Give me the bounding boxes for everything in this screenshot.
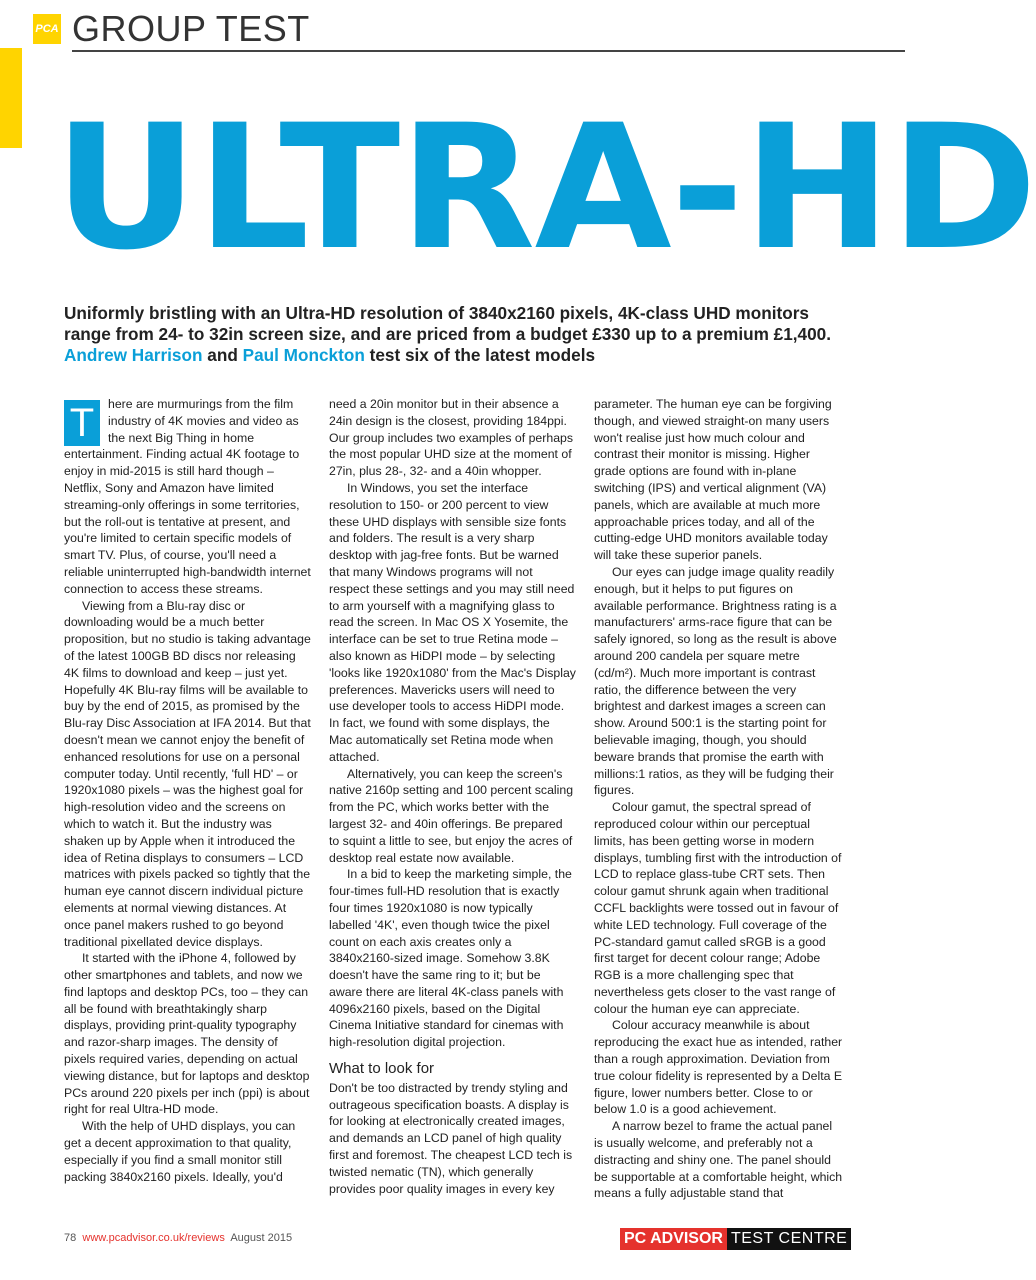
paragraph: Colour accuracy meanwhile is about reproducing the exact hue as intended, rather than a rough approximation. Deviation from true colour fidelity is represented by a Delta E figure, lower numbers better. Close to or below 1.0 is a good achievement. (594, 1018, 843, 1117)
issue-date: August 2015 (230, 1232, 293, 1244)
section-title: GROUP TEST (72, 8, 310, 49)
badge-brand: PC ADVISOR (620, 1228, 727, 1250)
paragraph: Alternatively, you can keep the screen's native 2160p setting and 100 percent scaling from the PC, which works better with the largest 32- and 40in offerings. Be prepared to squint a little to see, but enjoy the acres of desktop real estate now available. (329, 766, 574, 865)
header-rule (72, 50, 905, 52)
paragraph: need a 20in monitor but in their absence a 24in design is the closest, providing 184ppi. Our group includes two examples of perhaps the most popular UHD size at the moment of 27in, plus 28-, 32- and a 40in whopper. (329, 397, 574, 479)
author-1: Andrew Harrison (64, 345, 203, 365)
yellow-edge-tab (0, 48, 22, 148)
pca-logo (33, 14, 61, 44)
paragraph: Our eyes can judge image quality readily enough, but it helps to put figures on available performance. Brightness rating is a manufacturers' arms-race figure that can be safely ignored, so long as the result is above around 200 candela per square metre (cd/m²). Much more important is contrast ratio, the difference between the very brightest and darkest images a screen can show. Around 500:1 is the starting point for believable imaging, though, you should beware brands that promise the earth with millions:1 ratios, as they will be fudging their figures. (594, 564, 837, 798)
paragraph: In Windows, you set the interface resolution to 150- or 200 percent to view these UHD displays with sensible size fonts and folders. The result is a very sharp desktop with jag-free fonts. But be warned that many Windows programs will not respect these settings and you may still need to arm yourself with a magnifying glass to read the screen. In Mac OS X Yosemite, the interface can be set to true Retina mode – also known as HiDPI mode – by selecting 'looks like 1920x1080' from the Mac's Display preferences. Mavericks users will need to use developer tools to access HiDPI mode. In fact, we found with some displays, the Mac automatically set Retina mode when attached. (329, 480, 576, 764)
paragraph: In a bid to keep the marketing simple, the four-times full-HD resolution that is exactly four times 1920x1080 is now typically labelled '4K', even though twice the pixel count on each axis creates only a 3840x2160-sized image. Somehow 3.8K doesn't have the same ring to it; but be aware there are literal 4K-class panels with 4096x2160 pixels, based on the Digital Cinema Initiative standard for cinemas with high-resolution digital projection. (329, 867, 572, 1050)
badge-label: TEST CENTRE (727, 1228, 851, 1250)
paragraph: Colour gamut, the spectral spread of reproduced colour within our perceptual limits, has been getting worse in modern displays, tumbling first with the introduction of LCD to replace glass-tube CRT sets. Then colour gamut shrunk again when traditional CCFL backlights were tossed out in favour of white LED technology. Full coverage of the PC-standard gamut called sRGB is a good first target for decent colour range; Adobe RGB is a more challenging spec that nevertheless gets closer to the vast range of colour the human eye can appreciate. (594, 800, 842, 1016)
paragraph: Don't be too distracted by trendy styling and outrageous specification boasts. A display is for looking at electronically created images, and demands an LCD panel of high quality first and foremost. The cheapest LCD tech is twisted nematic (TN), which generally provides poor quality images in every key (329, 1080, 573, 1196)
footer-url[interactable]: www.pcadvisor.co.uk/reviews (82, 1232, 225, 1244)
standfirst-tail: test six of the latest models (369, 345, 596, 365)
body-column-3 (594, 396, 844, 1202)
standfirst (64, 303, 844, 366)
paragraph-text: here are murmurings from the film industry of 4K movies and video as the next Big Thing in home entertainment. Finding actual 4K footage to enjoy in mid-2015 is still hard though – Netflix, Sony and Amazon have limited streaming-only offerings in some territories, but the roll-out is tentative at present, and you're limited to certain specific models of smart TV. Plus, of course, you'll need a reliable uninterrupted high-bandwidth internet connection to access these streams. (64, 397, 311, 596)
standfirst-text: Uniformly bristling with an Ultra-HD resolution of 3840x2160 pixels, 4K-class UHD monitors range from 24- to 32in screen size, and are priced from a budget £330 up to a premium £1,400. (64, 303, 832, 344)
body-column-1 (64, 396, 311, 1185)
pca-logo-text: PCA (35, 23, 59, 35)
author-2: Paul Monckton (242, 345, 365, 365)
paragraph: Viewing from a Blu-ray disc or downloading would be a much better proposition, but no studio is taking advantage of the latest 100GB BD discs nor releasing 4K films to download and keep – just yet. Hopefully 4K Blu-ray films will be available to buy by the end of 2015, as promised by the Blu-ray Disc Association at IFA 2014. But that doesn't mean we cannot enjoy the benefit of enhanced resolutions for use on a personal computer today. Until recently, 'full HD' – or 1920x1080 pixels – was the highest goal for high-resolution video and the screens on which to watch it. But the industry was shaken up by Apple when it introduced the idea of Retina displays to consumers – LCD matrices with pixels packed so tightly that the human eye cannot discern individual picture elements at normal viewing distances. At once panel makers rushed to go beyond traditional pixellated device displays. (64, 598, 311, 949)
headline: ULTRA-HD (54, 87, 1036, 288)
paragraph: A narrow bezel to frame the actual panel is usually welcome, and preferably not a distracting and shiny one. The panel should be supportable at a comfortable height, which means a fully adjustable stand that (594, 1119, 843, 1201)
page-number: 78 (64, 1232, 77, 1244)
body-column-2 (329, 396, 576, 1197)
standfirst-and: and (207, 345, 238, 365)
paragraph: parameter. The human eye can be forgiving though, and viewed straight-on many users won't realise just how much colour and contrast their monitor is missing. Higher grade options are found with in-plane switching (IPS) and vertical alignment (VA) panels, which are available at much more approachable prices today, and all of the cutting-edge UHD monitors available today will take these superior panels. (594, 397, 832, 563)
paragraph (64, 396, 311, 598)
drop-cap: T (64, 400, 100, 446)
test-centre-badge (620, 1228, 851, 1250)
paragraph: It started with the iPhone 4, followed by other smartphones and tablets, and now we find laptops and desktop PCs, too – they can all be found with breathtakingly sharp displays, providing print-quality typography and razor-sharp images. The density of pixels required varies, depending on actual viewing distance, but for laptops and desktop PCs around 220 pixels per inch (ppi) is about right for real Ultra-HD mode. (64, 951, 310, 1117)
paragraph: With the help of UHD displays, you can get a decent approximation to that quality, especially if you find a small monitor still packing 3840x2160 pixels. Ideally, you'd (64, 1119, 296, 1184)
subheading: What to look for (329, 1060, 435, 1078)
footer (64, 1232, 292, 1244)
